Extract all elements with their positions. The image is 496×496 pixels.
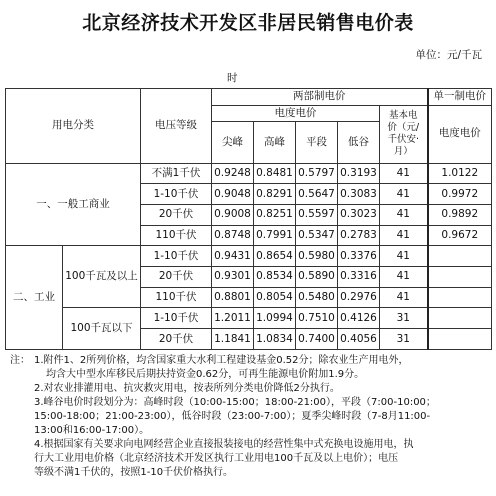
cell-voltage: 1-10千伏 <box>141 246 212 267</box>
cell-gaofeng: 0.7991 <box>254 225 296 246</box>
header-jianfeng: 尖峰 <box>212 122 254 163</box>
page-title: 北京经济技术开发区非居民销售电价表 <box>82 12 414 34</box>
cell-single <box>428 287 492 308</box>
note-4-line-3: 等级不满1千伏的，按照1-10千伏价格执行。 <box>34 467 234 478</box>
cell-voltage: 1-10千伏 <box>141 308 212 329</box>
cell-digu: 0.3376 <box>338 246 380 267</box>
note-3-line-3: 13:00和16:00-17:00）。 <box>34 425 150 436</box>
cell-basic: 41 <box>380 163 428 184</box>
note-4-line-2: 行大工业用电价格（北京经济技术开发区执行工业用电100千瓦及以上电价）；电压 <box>34 453 399 464</box>
cell-jianfeng: 0.9248 <box>212 163 254 184</box>
header-category: 用电分类 <box>6 89 141 164</box>
cell-gaofeng: 1.0834 <box>254 329 296 350</box>
cell-jianfeng: 0.8801 <box>212 287 254 308</box>
header-basic-price: 基本电价（元/千伏安·月） <box>380 105 428 163</box>
cell-digu: 0.3023 <box>338 204 380 225</box>
note-3-line-1: 3.峰谷电价时段划分为：高峰时段（10:00-15:00；18:00-21:00），平段（7:00-10:00； <box>34 397 436 408</box>
cell-basic: 41 <box>380 225 428 246</box>
cell-digu: 0.4126 <box>338 308 380 329</box>
cell-digu: 0.2976 <box>338 287 380 308</box>
header-digu: 低谷 <box>338 122 380 163</box>
cell-voltage: 110千伏 <box>141 225 212 246</box>
cell-jianfeng: 0.9431 <box>212 246 254 267</box>
header-one-part: 单一制电价 <box>428 89 492 106</box>
cell-jianfeng: 1.2011 <box>212 308 254 329</box>
cell-gaofeng: 0.8534 <box>254 267 296 288</box>
cell-basic: 41 <box>380 267 428 288</box>
cell-pingduan: 0.5647 <box>296 184 338 205</box>
unit-label: 单位：元/千瓦 <box>415 49 482 61</box>
table-row <box>6 246 492 267</box>
sub-below-100-label: 100千瓦以下 <box>63 308 141 350</box>
cell-digu: 0.2783 <box>338 225 380 246</box>
table-row <box>6 308 492 329</box>
cell-pingduan: 0.7510 <box>296 308 338 329</box>
note-1-line-2 <box>10 368 486 382</box>
sub-above-100-label: 100千瓦及以上 <box>63 246 141 308</box>
cell-basic: 41 <box>380 246 428 267</box>
cell-basic: 31 <box>380 308 428 329</box>
cell-pingduan: 0.5797 <box>296 163 338 184</box>
cell-jianfeng: 0.9048 <box>212 184 254 205</box>
cell-gaofeng: 1.0994 <box>254 308 296 329</box>
notes-section <box>10 354 486 480</box>
note-1 <box>10 354 486 368</box>
cell-basic: 41 <box>380 287 428 308</box>
cell-single <box>428 329 492 350</box>
cell-pingduan: 0.5480 <box>296 287 338 308</box>
cell-digu: 0.3083 <box>338 184 380 205</box>
cell-jianfeng: 0.9008 <box>212 204 254 225</box>
table-row <box>6 163 492 184</box>
cell-jianfeng: 1.1841 <box>212 329 254 350</box>
cell-digu: 0.3193 <box>338 163 380 184</box>
cell-basic: 41 <box>380 184 428 205</box>
cell-gaofeng: 0.8251 <box>254 204 296 225</box>
header-energy-price: 电度电价 <box>212 105 380 122</box>
cell-single: 0.9972 <box>428 184 492 205</box>
group-industry-label: 二、工业 <box>6 246 63 350</box>
cell-single: 0.9892 <box>428 204 492 225</box>
cell-voltage: 不满1千伏 <box>141 163 212 184</box>
note-1-text-2: 均含大中型水库移民后期扶持资金0.62分，可再生能源电价附加1.9分。 <box>46 369 365 380</box>
notes-label: 注： <box>10 355 30 366</box>
cell-single <box>428 267 492 288</box>
cell-pingduan: 0.5347 <box>296 225 338 246</box>
cell-pingduan: 0.5980 <box>296 246 338 267</box>
cell-basic: 31 <box>380 329 428 350</box>
note-4-line-1: 4.根据国家有关要求向电网经营企业直接报装接电的经营性集中式充换电设施用电，执 <box>34 439 414 450</box>
header-pingduan: 平段 <box>296 122 338 163</box>
header-gaofeng: 高峰 <box>254 122 296 163</box>
unit-label-tail: 时 <box>227 72 238 84</box>
cell-gaofeng: 0.8291 <box>254 184 296 205</box>
header-two-part: 两部制电价 <box>212 89 428 106</box>
price-table <box>5 88 492 350</box>
cell-voltage: 110千伏 <box>141 287 212 308</box>
cell-pingduan: 0.7400 <box>296 329 338 350</box>
cell-voltage: 1-10千伏 <box>141 184 212 205</box>
cell-gaofeng: 0.8654 <box>254 246 296 267</box>
note-3-line-2: 15:00-18:00；21:00-23:00），低谷时段（23:00-7:00）；夏季尖峰时段（7-8月11:00- <box>34 411 431 422</box>
cell-single: 0.9672 <box>428 225 492 246</box>
cell-voltage: 20千伏 <box>141 329 212 350</box>
cell-voltage: 20千伏 <box>141 204 212 225</box>
cell-single <box>428 308 492 329</box>
cell-voltage: 20千伏 <box>141 267 212 288</box>
cell-digu: 0.3316 <box>338 267 380 288</box>
cell-digu: 0.4056 <box>338 329 380 350</box>
cell-single <box>428 246 492 267</box>
note-1-line-1: 1.附件1、2所列价格，均含国家重大水利工程建设基金0.52分；除农业生产用电外， <box>34 355 409 366</box>
note-2: 2.对农业排灌用电、抗灾救灾用电，按表所列分类电价降低2分执行。 <box>34 383 340 394</box>
cell-pingduan: 0.5597 <box>296 204 338 225</box>
cell-single: 1.0122 <box>428 163 492 184</box>
group-general-label: 一、一般工商业 <box>6 163 141 246</box>
cell-jianfeng: 0.9301 <box>212 267 254 288</box>
cell-gaofeng: 0.8054 <box>254 287 296 308</box>
cell-jianfeng: 0.8748 <box>212 225 254 246</box>
header-energy-price-single: 电度电价 <box>428 105 492 163</box>
cell-basic: 41 <box>380 204 428 225</box>
header-voltage: 电压等级 <box>141 89 212 164</box>
cell-pingduan: 0.5890 <box>296 267 338 288</box>
cell-gaofeng: 0.8481 <box>254 163 296 184</box>
